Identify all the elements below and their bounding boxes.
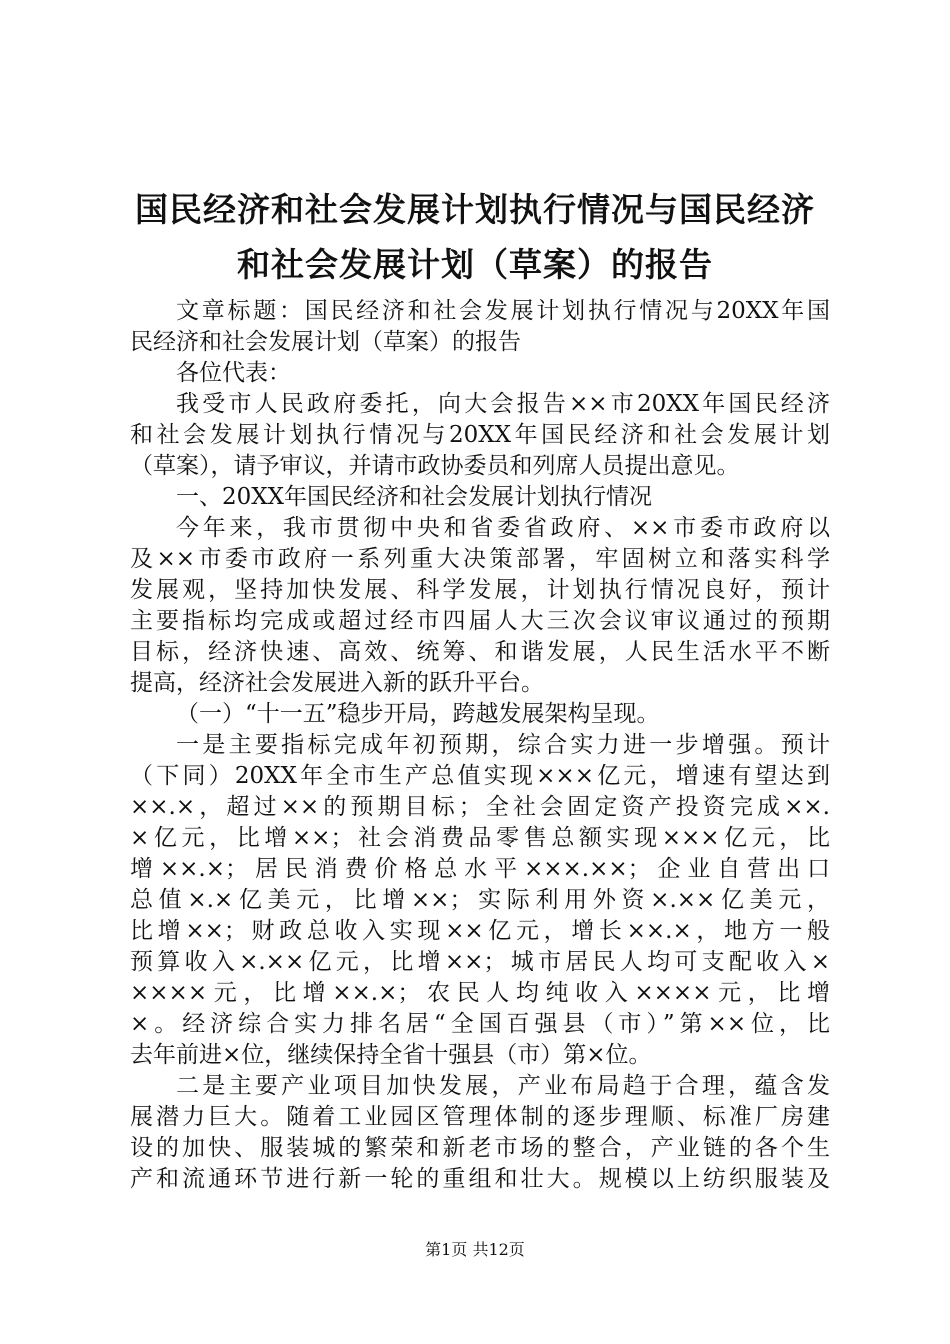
body-line: 总值×.×亿美元，比增××；实际利用外资×.××亿美元， xyxy=(130,887,830,913)
body-line: 我受市人民政府委托，向大会报告××市20XX年国民经济 xyxy=(176,391,830,417)
document-title-line-1: 国民经济和社会发展计划执行情况与国民经济 xyxy=(135,190,815,229)
body-line: 提高，经济社会发展进入新的跃升平台。 xyxy=(130,670,544,696)
body-line: 二是主要产业项目加快发展，产业布局趋于合理，蕴含发 xyxy=(176,1073,830,1099)
body-line: 去年前进×位，继续保持全省十强县（市）第×位。 xyxy=(130,1042,652,1068)
body-line: 设的加快、服装城的繁荣和新老市场的整合，产业链的各个生 xyxy=(130,1135,830,1161)
body-line: （下同）20XX年全市生产总值实现×××亿元，增速有望达到 xyxy=(130,763,830,789)
body-line: （一）“十一五”稳步开局，跨越发展架构呈现。 xyxy=(176,701,660,727)
body-line: ×亿元，比增××；社会消费品零售总额实现×××亿元，比 xyxy=(130,825,830,851)
body-line: 产和流通环节进行新一轮的重组和壮大。规模以上纺织服装及 xyxy=(130,1166,830,1192)
body-line: 一、20XX年国民经济和社会发展计划执行情况 xyxy=(176,484,653,510)
body-line: 增××.×；居民消费价格总水平×××.××；企业自营出口 xyxy=(130,856,830,882)
body-line: 目标，经济快速、高效、统筹、和谐发展，人民生活水平不断 xyxy=(130,639,830,665)
body-line: （草案），请予审议，并请市政协委员和列席人员提出意见。 xyxy=(130,453,740,479)
document-title-line-2: 和社会发展计划（草案）的报告 xyxy=(237,245,713,284)
body-line: ××××元，比增××.×；农民人均纯收入××××元，比增 xyxy=(130,980,830,1006)
page-footer: 第1页 共12页 xyxy=(425,1240,525,1259)
body-line: ×。经济综合实力排名居“全国百强县（市）”第××位，比 xyxy=(130,1011,830,1037)
body-line: 文章标题：国民经济和社会发展计划执行情况与20XX年国 xyxy=(176,298,830,324)
body-line: 及××市委市政府一系列重大决策部署，牢固树立和落实科学 xyxy=(130,546,830,572)
body-line: 一是主要指标完成年初预期，综合实力进一步增强。预计 xyxy=(176,732,830,758)
body-line: 发展观，坚持加快发展、科学发展，计划执行情况良好，预计 xyxy=(130,577,830,603)
body-line: 今年来，我市贯彻中央和省委省政府、××市委市政府以 xyxy=(176,515,830,541)
body-line: 主要指标均完成或超过经市四届人大三次会议审议通过的预期 xyxy=(130,608,830,634)
body-line: 预算收入×.××亿元，比增××；城市居民人均可支配收入× xyxy=(130,949,830,975)
body-line: 展潜力巨大。随着工业园区管理体制的逐步理顺、标准厂房建 xyxy=(130,1104,830,1130)
body-line: 比增××；财政总收入实现××亿元，增长××.×，地方一般 xyxy=(130,918,830,944)
document-body xyxy=(130,296,830,1195)
body-line: 和社会发展计划执行情况与20XX年国民经济和社会发展计划 xyxy=(130,422,830,448)
body-line: 民经济和社会发展计划（草案）的报告 xyxy=(130,329,521,355)
body-line: 各位代表： xyxy=(176,360,291,386)
body-line: ××.×，超过××的预期目标；全社会固定资产投资完成××. xyxy=(130,794,830,820)
